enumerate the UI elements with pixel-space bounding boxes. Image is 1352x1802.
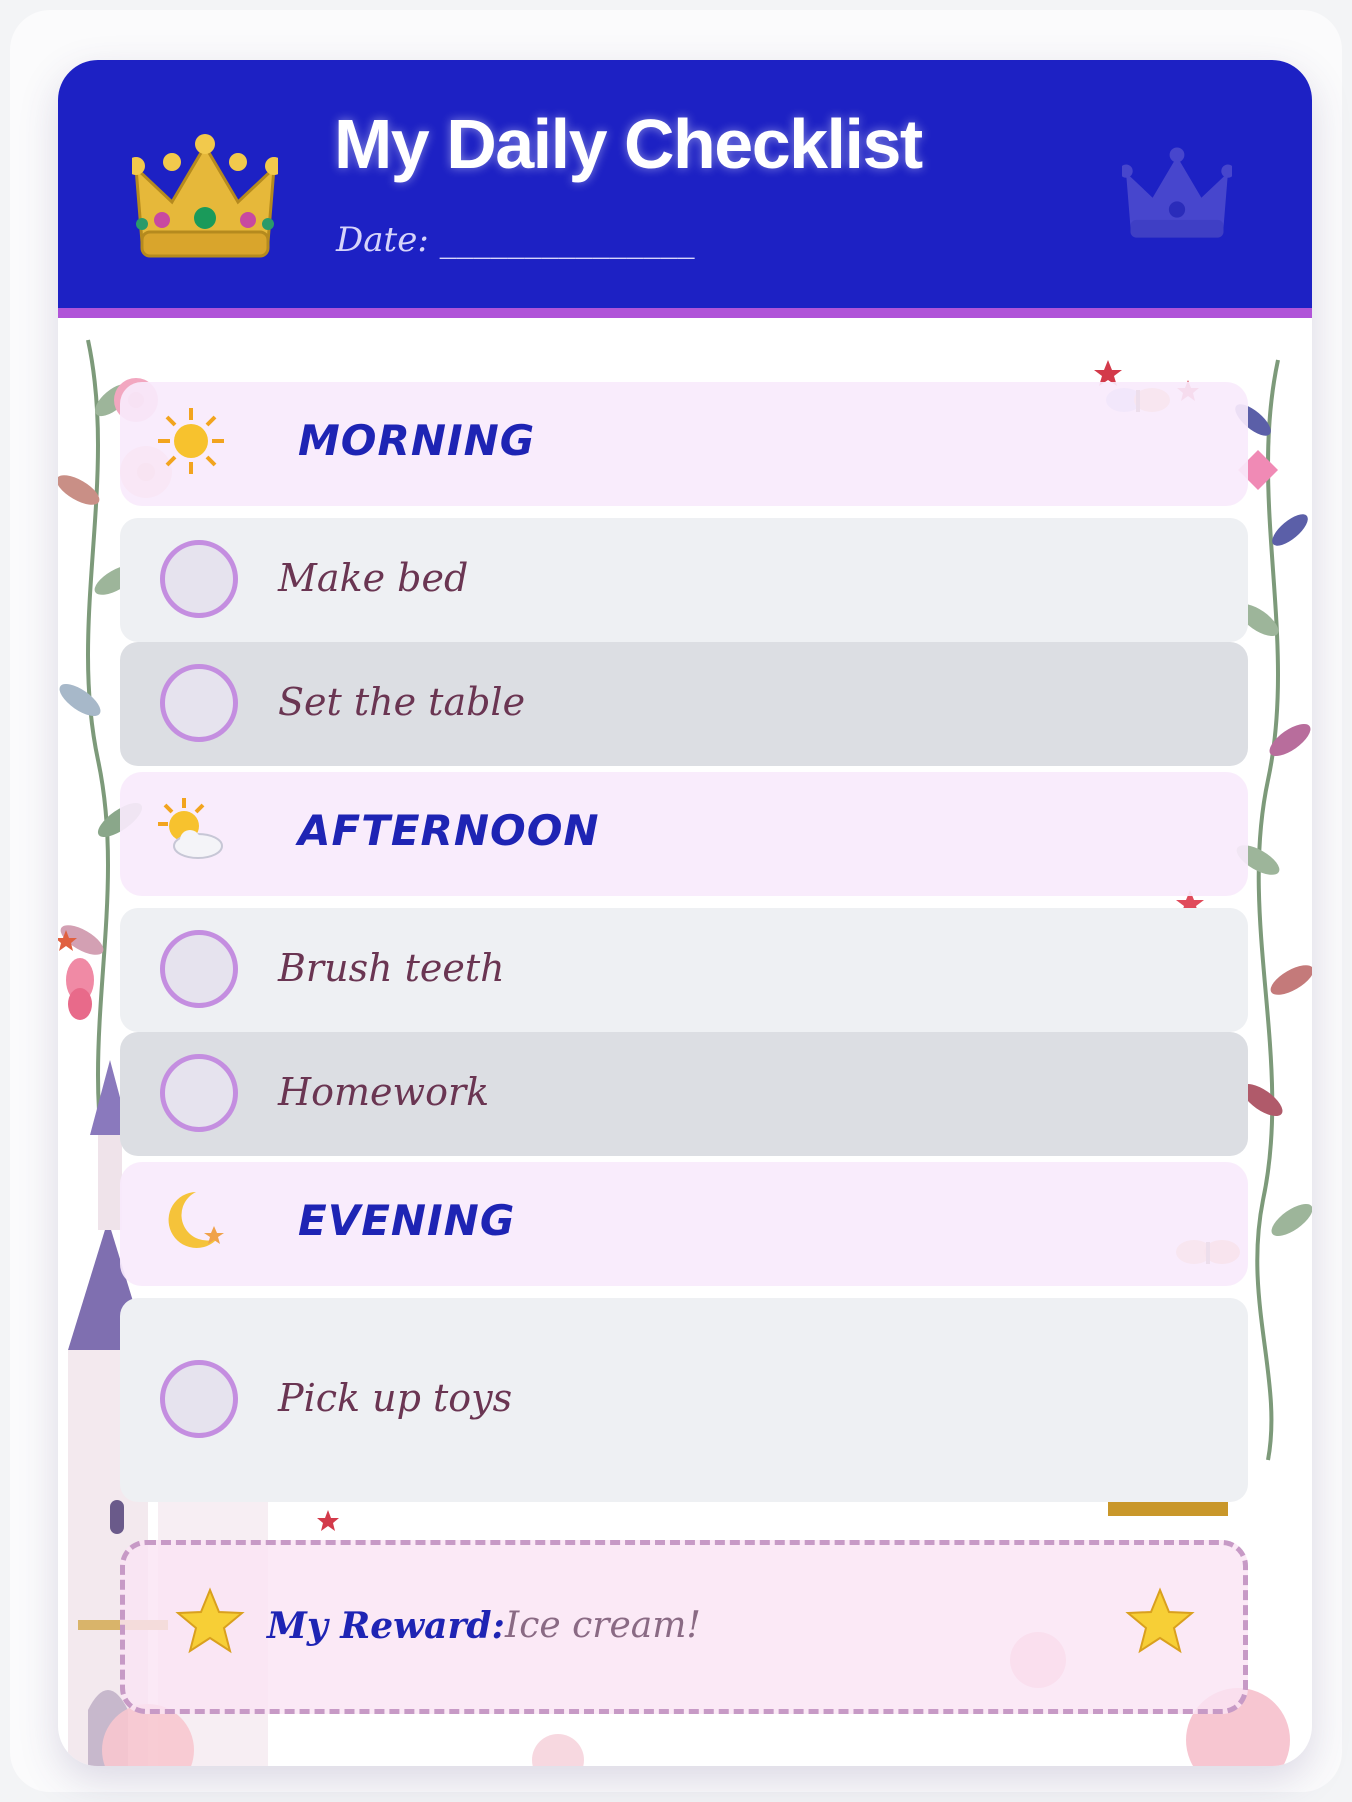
crown-icon bbox=[132, 132, 278, 262]
task-row[interactable] bbox=[120, 1298, 1248, 1502]
checklist-card bbox=[58, 60, 1312, 1766]
crescent-moon-icon bbox=[156, 1186, 226, 1256]
task-label: Make bed bbox=[278, 556, 469, 600]
task-row[interactable] bbox=[120, 908, 1248, 1032]
task-checkbox[interactable] bbox=[160, 664, 238, 742]
task-label: Homework bbox=[278, 1070, 490, 1114]
section-evening bbox=[120, 1162, 1248, 1286]
sun-icon bbox=[156, 406, 226, 476]
header-banner bbox=[58, 60, 1312, 318]
section-title: EVENING bbox=[298, 1196, 516, 1245]
task-checkbox[interactable] bbox=[160, 930, 238, 1008]
reward-box bbox=[120, 1540, 1248, 1714]
task-checkbox[interactable] bbox=[160, 1054, 238, 1132]
section-title: MORNING bbox=[298, 416, 536, 465]
task-label: Pick up toys bbox=[278, 1376, 513, 1420]
task-checkbox[interactable] bbox=[160, 540, 238, 618]
page-frame bbox=[10, 10, 1342, 1792]
task-row[interactable] bbox=[120, 642, 1248, 766]
task-label: Brush teeth bbox=[278, 946, 505, 990]
task-row[interactable] bbox=[120, 518, 1248, 642]
section-morning bbox=[120, 382, 1248, 506]
sun-behind-cloud-icon bbox=[156, 796, 226, 866]
page-title: My Daily Checklist bbox=[334, 105, 922, 183]
task-row[interactable] bbox=[120, 1032, 1248, 1156]
section-afternoon bbox=[120, 772, 1248, 896]
star-icon bbox=[175, 1587, 245, 1657]
section-title: AFTERNOON bbox=[298, 806, 600, 855]
reward-value[interactable]: Ice cream! bbox=[505, 1605, 701, 1646]
crown-icon bbox=[1122, 146, 1232, 242]
task-checkbox[interactable] bbox=[160, 1360, 238, 1438]
star-icon bbox=[1125, 1587, 1195, 1657]
date-field: Date: _______________ bbox=[336, 220, 695, 260]
task-label: Set the table bbox=[278, 680, 526, 724]
reward-label: My Reward: bbox=[267, 1605, 505, 1647]
